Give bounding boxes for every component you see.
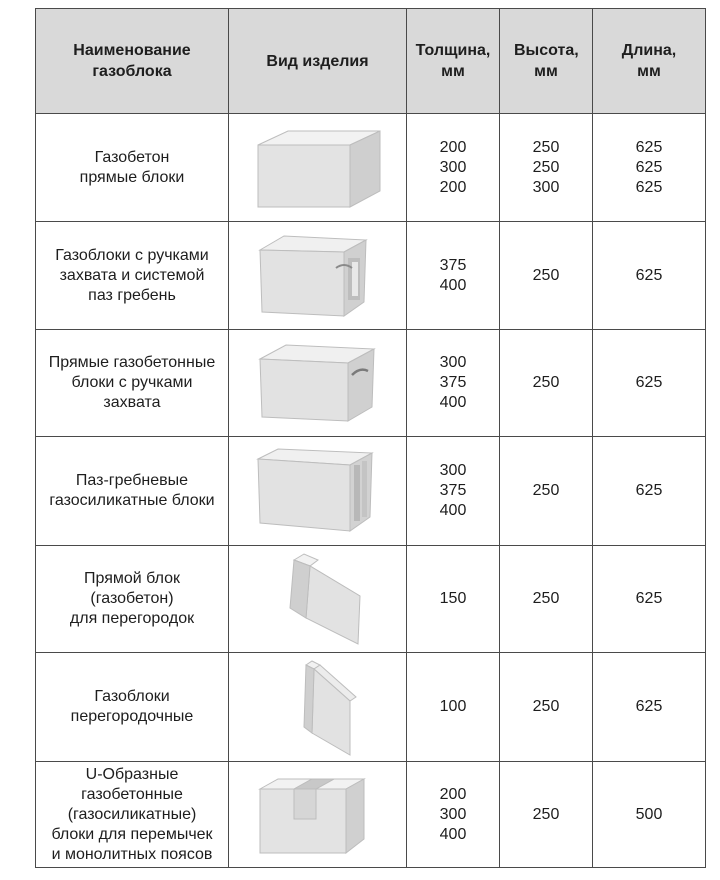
u-block-icon [248, 767, 388, 863]
table-row [36, 222, 706, 330]
table-header-row [36, 9, 706, 114]
thin-partition-block-icon [248, 657, 388, 757]
tongue-groove-handle-block-icon [248, 228, 388, 324]
block-name: Прямые газобетонные блоки с ручками захвата [36, 330, 229, 437]
gas-block-table [35, 8, 706, 868]
table-row [36, 114, 706, 222]
block-name: Газоблоки с ручками захвата и системой паз гребень [36, 222, 229, 330]
table-row [36, 653, 706, 762]
header-length: Длина, мм [593, 9, 706, 114]
length-cell: 500 [593, 762, 706, 868]
block-image [229, 114, 407, 222]
length-cell: 625 [593, 653, 706, 762]
header-height: Высота, мм [500, 9, 593, 114]
block-name: Паз-гребневые газосиликатные блоки [36, 437, 229, 546]
thickness-cell: 100 [407, 653, 500, 762]
straight-block-icon [248, 123, 388, 213]
block-name: Прямой блок (газобетон) для перегородок [36, 546, 229, 653]
tongue-groove-block-icon [248, 443, 388, 539]
length-cell: 625 [593, 330, 706, 437]
table-row [36, 762, 706, 868]
partition-block-icon [248, 550, 388, 648]
height-cell: 250 [500, 222, 593, 330]
block-image [229, 437, 407, 546]
header-name: Наименование газоблока [36, 9, 229, 114]
height-cell: 250 [500, 762, 593, 868]
thickness-cell: 300 375 400 [407, 330, 500, 437]
thickness-cell: 150 [407, 546, 500, 653]
block-name: U-Образные газобетонные (газосиликатные) блоки для перемычек и монолитных поясов [36, 762, 229, 868]
thickness-cell: 375 400 [407, 222, 500, 330]
height-cell: 250 [500, 437, 593, 546]
thickness-cell: 200 300 400 [407, 762, 500, 868]
block-name: Газобетон прямые блоки [36, 114, 229, 222]
block-image [229, 653, 407, 762]
table-row [36, 330, 706, 437]
thickness-cell: 300 375 400 [407, 437, 500, 546]
block-name: Газоблоки перегородочные [36, 653, 229, 762]
block-image [229, 222, 407, 330]
handle-block-icon [248, 337, 388, 429]
block-image [229, 546, 407, 653]
height-cell: 250 [500, 653, 593, 762]
header-view: Вид изделия [229, 9, 407, 114]
length-cell: 625 [593, 546, 706, 653]
header-thickness: Толщина, мм [407, 9, 500, 114]
thickness-cell: 200 300 200 [407, 114, 500, 222]
length-cell: 625 [593, 222, 706, 330]
length-cell: 625 [593, 437, 706, 546]
height-cell: 250 [500, 330, 593, 437]
length-cell: 625 625 625 [593, 114, 706, 222]
block-image [229, 330, 407, 437]
table-row [36, 437, 706, 546]
block-image [229, 762, 407, 868]
height-cell: 250 [500, 546, 593, 653]
height-cell: 250 250 300 [500, 114, 593, 222]
table-row [36, 546, 706, 653]
